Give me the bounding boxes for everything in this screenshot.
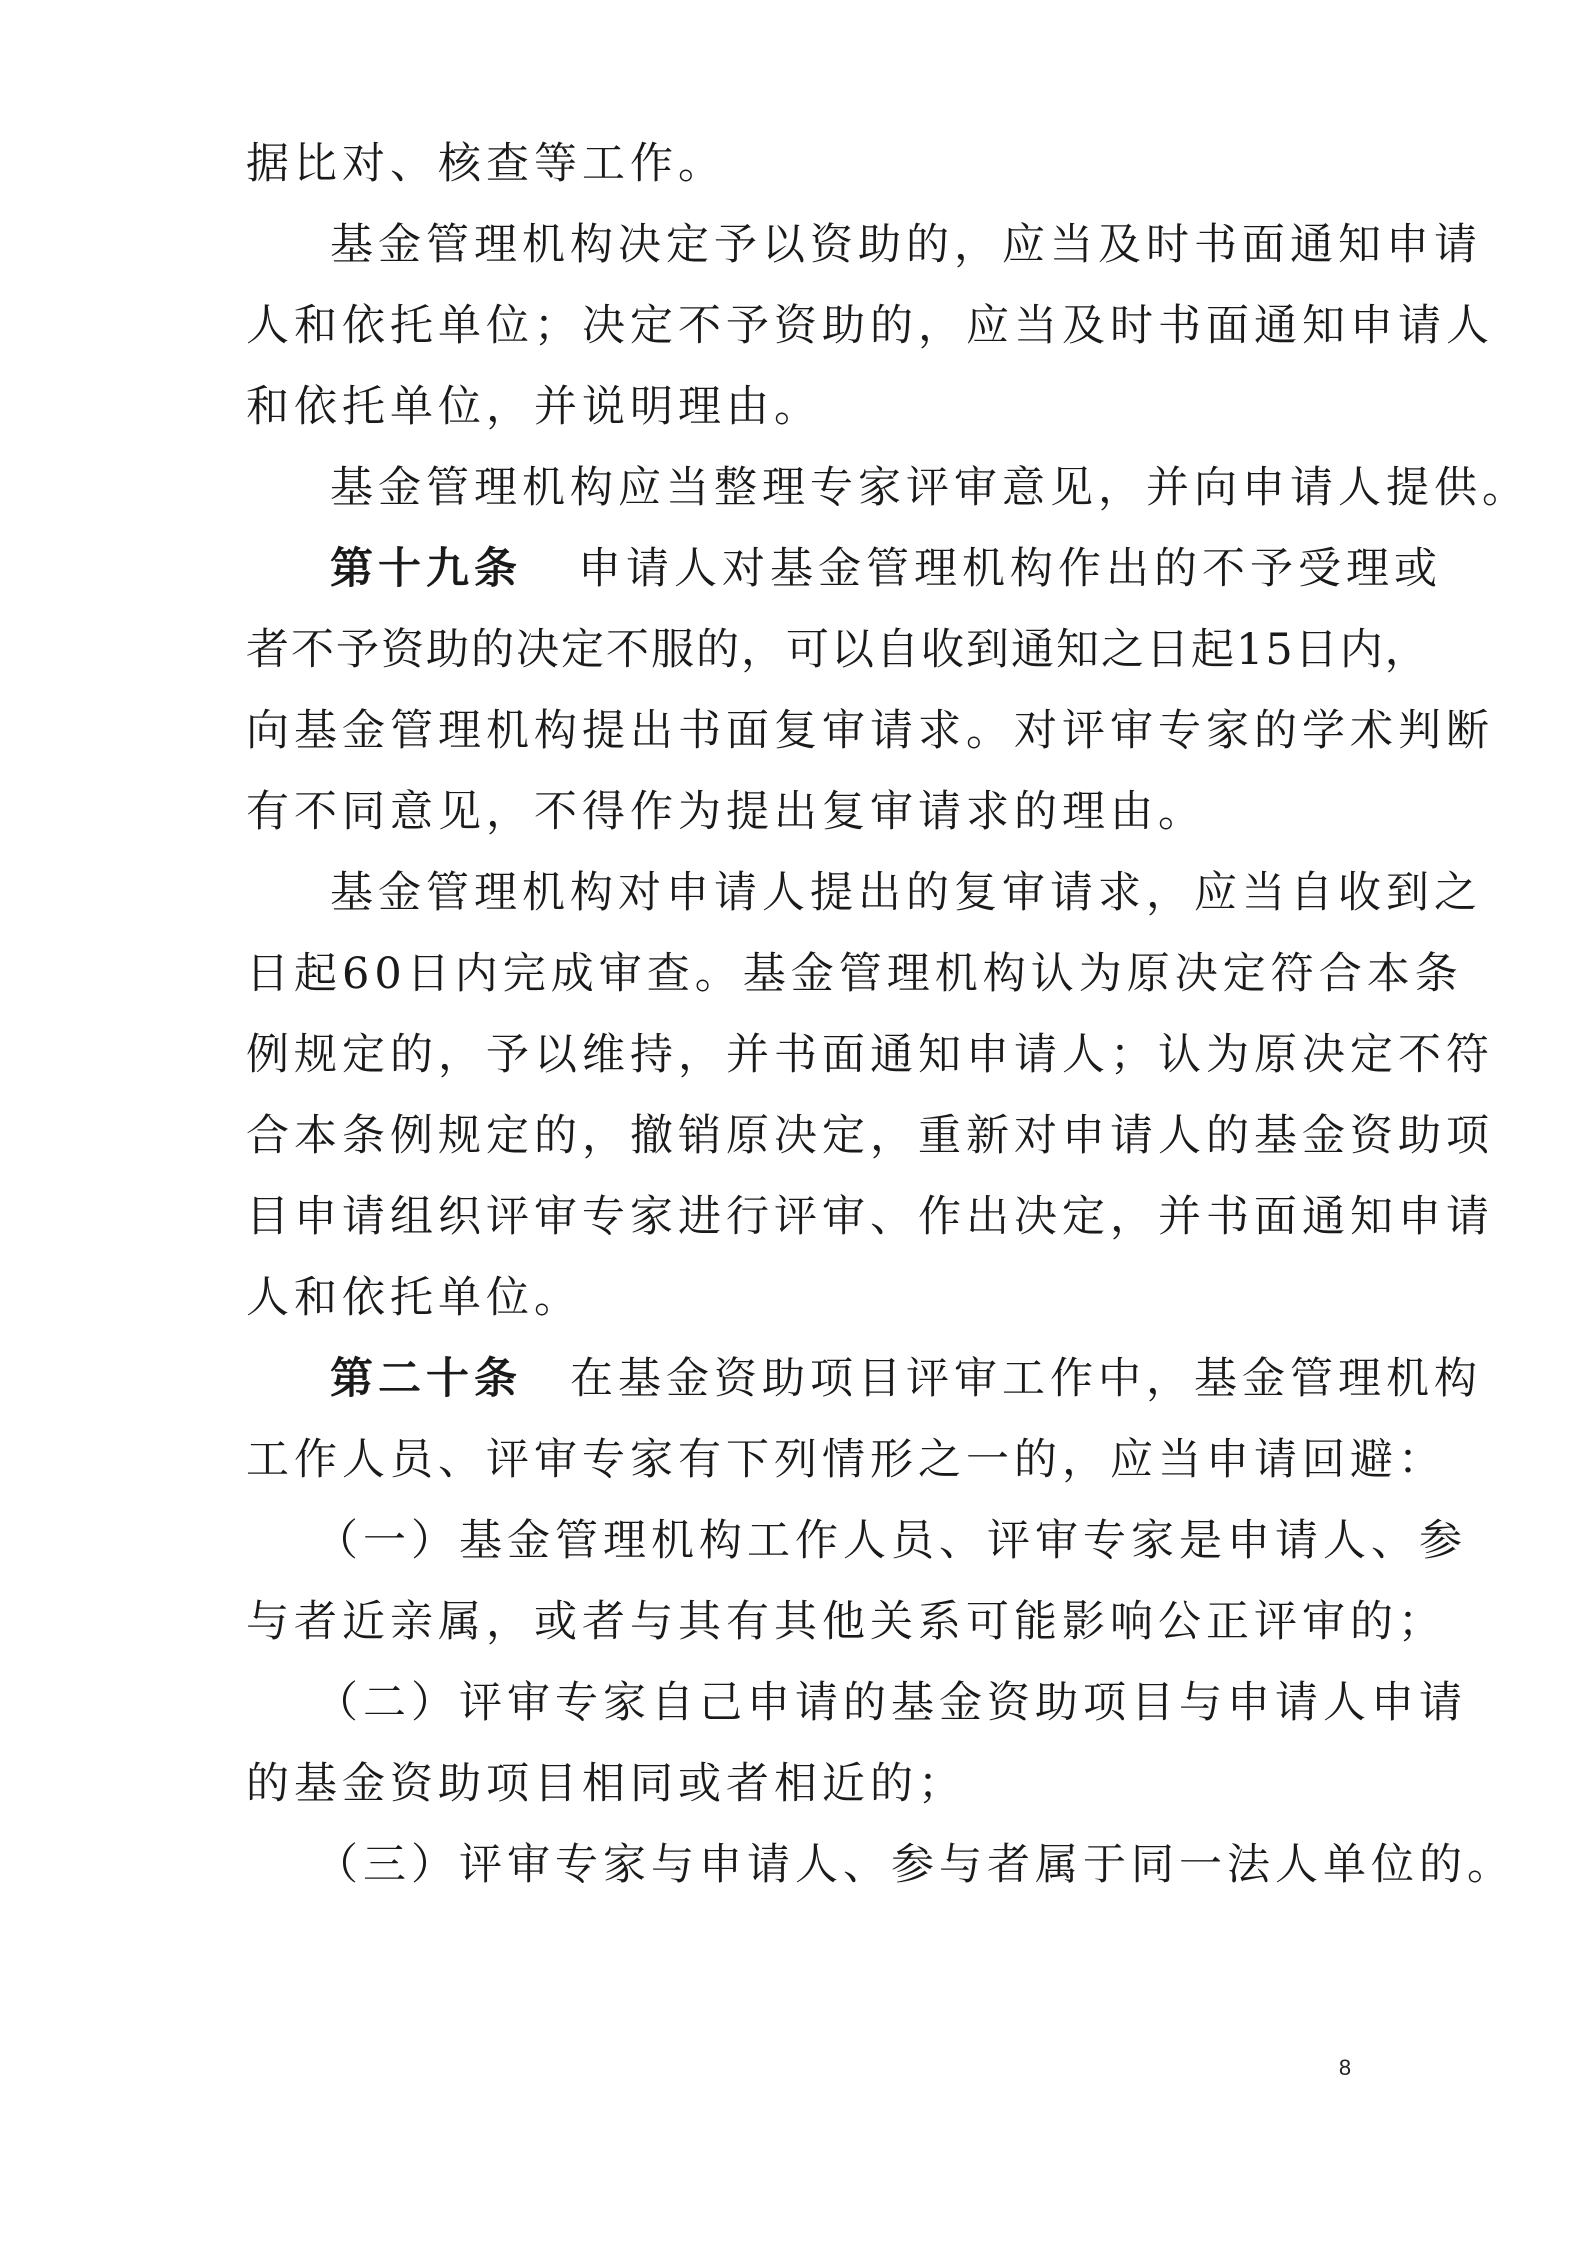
text-line: 与者近亲属，或者与其有其他关系可能影响公正评审的； [246,1597,1446,1647]
text-line: 基金管理机构对申请人提出的复审请求，应当自收到之 [330,868,1482,918]
page-number: 8 [1338,2055,1352,2080]
text-line: 目申请组织评审专家进行评审、作出决定，并书面通知申请 [246,1192,1494,1242]
text-line: 和依托单位，并说明理由。 [246,382,822,432]
article-20-title: 第二十条 [330,1354,522,1404]
text-line: 有不同意见，不得作为提出复审请求的理由。 [246,787,1206,837]
text-line: 人和依托单位；决定不予资助的，应当及时书面通知申请人 [246,301,1494,351]
text-line: 人和依托单位。 [246,1273,582,1323]
text-line: 申请人对基金管理机构作出的不予受理或 [578,544,1442,594]
text-line: 在基金资助项目评审工作中，基金管理机构 [570,1354,1482,1404]
text-line: 据比对、核查等工作。 [246,139,726,189]
text-line: 者不予资助的决定不服的，可以自收到通知之日起15日内， [246,625,1430,675]
article-19-title: 第十九条 [330,544,522,594]
article-20-paragraph [330,1348,1482,1410]
text-line: 例规定的，予以维持，并书面通知申请人；认为原决定不符 [246,1030,1494,1080]
text-line: 的基金资助项目相同或者相近的； [246,1759,966,1809]
text-line: 工作人员、评审专家有下列情形之一的，应当申请回避： [246,1435,1446,1485]
text-line: （三）评审专家与申请人、参与者属于同一法人单位的。 [315,1840,1515,1890]
text-line: 向基金管理机构提出书面复审请求。对评审专家的学术判断 [246,706,1494,756]
text-line: 日起60日内完成审查。基金管理机构认为原决定符合本条 [246,949,1463,999]
text-line: 基金管理机构决定予以资助的，应当及时书面通知申请 [330,220,1482,270]
article-19-paragraph [330,538,1442,600]
text-line: （一）基金管理机构工作人员、评审专家是申请人、参 [315,1516,1467,1566]
text-line: 合本条例规定的，撤销原决定，重新对申请人的基金资助项 [246,1111,1494,1161]
text-line: （二）评审专家自己申请的基金资助项目与申请人申请 [315,1678,1467,1728]
text-line: 基金管理机构应当整理专家评审意见，并向申请人提供。 [330,463,1530,513]
